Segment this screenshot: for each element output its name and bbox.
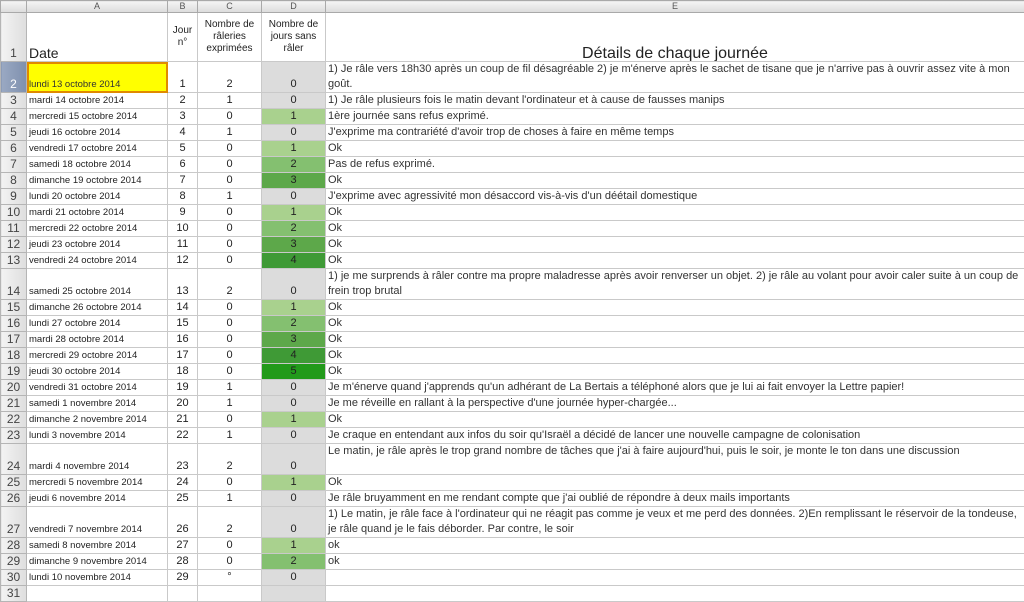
table-row bbox=[1, 189, 1024, 205]
jours-sans-cell[interactable]: 0 bbox=[262, 507, 326, 538]
jour-cell[interactable]: 3 bbox=[168, 109, 198, 125]
date-cell[interactable]: lundi 10 novembre 2014 bbox=[27, 570, 168, 586]
detail-cell[interactable]: ok bbox=[326, 554, 1024, 570]
raleries-cell[interactable]: 0 bbox=[198, 253, 262, 269]
detail-cell[interactable] bbox=[326, 586, 1024, 602]
jours-sans-cell[interactable]: 0 bbox=[262, 125, 326, 141]
detail-cell[interactable]: Ok bbox=[326, 205, 1024, 221]
table-row bbox=[1, 444, 1024, 475]
row-header[interactable]: 5 bbox=[1, 125, 27, 141]
row-header[interactable]: 1 bbox=[1, 13, 27, 62]
row-header[interactable]: 15 bbox=[1, 300, 27, 316]
date-cell[interactable]: lundi 3 novembre 2014 bbox=[27, 428, 168, 444]
jour-cell[interactable]: 2 bbox=[168, 93, 198, 109]
jour-cell[interactable]: 1 bbox=[168, 62, 198, 93]
date-cell[interactable]: mercredi 22 octobre 2014 bbox=[27, 221, 168, 237]
jours-sans-cell[interactable]: 5 bbox=[262, 364, 326, 380]
detail-cell[interactable]: Je craque en entendant aux infos du soir qu'Israël a décidé de lancer une nouvelle campagne de colonisation bbox=[326, 428, 1024, 444]
detail-cell[interactable]: 1) je me surprends à râler contre ma propre maladresse après avoir renverser un objet. 2) je râle au volant pour avoir caler suite à un coup de frein trop brutal bbox=[326, 269, 1024, 300]
jour-cell[interactable]: 5 bbox=[168, 141, 198, 157]
table-row bbox=[1, 109, 1024, 125]
detail-cell[interactable]: 1) Je râle plusieurs fois le matin devant l'ordinateur et à cause de fausses manips bbox=[326, 93, 1024, 109]
jours-sans-cell[interactable]: 2 bbox=[262, 554, 326, 570]
row-header[interactable]: 30 bbox=[1, 570, 27, 586]
date-cell[interactable]: samedi 18 octobre 2014 bbox=[27, 157, 168, 173]
column-header-e[interactable]: E bbox=[326, 1, 1024, 13]
table-row bbox=[1, 253, 1024, 269]
table-row bbox=[1, 380, 1024, 396]
raleries-cell[interactable]: 0 bbox=[198, 109, 262, 125]
raleries-cell[interactable]: 2 bbox=[198, 507, 262, 538]
date-cell[interactable]: dimanche 2 novembre 2014 bbox=[27, 412, 168, 428]
jour-cell[interactable]: 22 bbox=[168, 428, 198, 444]
header-row bbox=[1, 13, 1024, 62]
header-details[interactable]: Détails de chaque journée bbox=[326, 13, 1024, 62]
row-header[interactable]: 11 bbox=[1, 221, 27, 237]
raleries-cell[interactable]: 2 bbox=[198, 269, 262, 300]
jour-cell[interactable]: 17 bbox=[168, 348, 198, 364]
jours-sans-cell[interactable]: 0 bbox=[262, 380, 326, 396]
column-header-c[interactable]: C bbox=[198, 1, 262, 13]
table-row bbox=[1, 269, 1024, 300]
row-header[interactable]: 6 bbox=[1, 141, 27, 157]
detail-cell[interactable]: Ok bbox=[326, 412, 1024, 428]
date-cell[interactable]: vendredi 31 octobre 2014 bbox=[27, 380, 168, 396]
jours-sans-cell[interactable]: 0 bbox=[262, 444, 326, 475]
jour-cell[interactable]: 18 bbox=[168, 364, 198, 380]
raleries-cell[interactable]: 1 bbox=[198, 428, 262, 444]
detail-cell[interactable]: Je m'énerve quand j'apprends qu'un adhérant de La Bertais a téléphoné alors que je lui ai fait envoyer la Lettre papier! bbox=[326, 380, 1024, 396]
jour-cell[interactable]: 21 bbox=[168, 412, 198, 428]
detail-cell[interactable]: J'exprime ma contrariété d'avoir trop de choses à faire en même temps bbox=[326, 125, 1024, 141]
row-header[interactable]: 24 bbox=[1, 444, 27, 475]
row-header[interactable]: 7 bbox=[1, 157, 27, 173]
date-cell[interactable]: dimanche 26 octobre 2014 bbox=[27, 300, 168, 316]
raleries-cell[interactable]: 0 bbox=[198, 205, 262, 221]
date-cell[interactable]: mardi 14 octobre 2014 bbox=[27, 93, 168, 109]
row-header[interactable]: 8 bbox=[1, 173, 27, 189]
date-cell[interactable]: mardi 21 octobre 2014 bbox=[27, 205, 168, 221]
jours-sans-cell[interactable]: 3 bbox=[262, 173, 326, 189]
date-cell[interactable]: vendredi 24 octobre 2014 bbox=[27, 253, 168, 269]
row-header[interactable]: 28 bbox=[1, 538, 27, 554]
row-header[interactable]: 25 bbox=[1, 475, 27, 491]
jour-cell[interactable]: 8 bbox=[168, 189, 198, 205]
jour-cell[interactable]: 27 bbox=[168, 538, 198, 554]
jours-sans-cell[interactable]: 0 bbox=[262, 189, 326, 205]
jours-sans-cell[interactable]: 0 bbox=[262, 62, 326, 93]
table-row bbox=[1, 538, 1024, 554]
jours-sans-cell[interactable]: 1 bbox=[262, 538, 326, 554]
row-header[interactable]: 29 bbox=[1, 554, 27, 570]
date-cell[interactable]: lundi 20 octobre 2014 bbox=[27, 189, 168, 205]
detail-cell[interactable]: Ok bbox=[326, 221, 1024, 237]
column-header-a[interactable]: A bbox=[27, 1, 168, 13]
jours-sans-cell[interactable]: 3 bbox=[262, 237, 326, 253]
detail-cell[interactable] bbox=[326, 570, 1024, 586]
jour-cell[interactable]: 19 bbox=[168, 380, 198, 396]
jours-sans-cell[interactable]: 2 bbox=[262, 221, 326, 237]
jour-cell[interactable]: 15 bbox=[168, 316, 198, 332]
detail-cell[interactable]: Ok bbox=[326, 475, 1024, 491]
jours-sans-cell[interactable]: 1 bbox=[262, 205, 326, 221]
row-header[interactable]: 12 bbox=[1, 237, 27, 253]
jour-cell[interactable]: 13 bbox=[168, 269, 198, 300]
row-header[interactable]: 4 bbox=[1, 109, 27, 125]
table-row bbox=[1, 396, 1024, 412]
jour-cell[interactable]: 6 bbox=[168, 157, 198, 173]
table-row bbox=[1, 554, 1024, 570]
raleries-cell[interactable]: 0 bbox=[198, 348, 262, 364]
detail-cell[interactable]: 1) Je râle vers 18h30 après un coup de fil désagréable 2) je m'énerve après le sachet de tisane que je n'arrive pas à ouvrir assez vite à mon goût. bbox=[326, 62, 1024, 93]
date-cell[interactable]: mercredi 15 octobre 2014 bbox=[27, 109, 168, 125]
date-cell[interactable]: jeudi 23 octobre 2014 bbox=[27, 237, 168, 253]
date-cell[interactable]: mardi 28 octobre 2014 bbox=[27, 332, 168, 348]
table-row bbox=[1, 93, 1024, 109]
row-header[interactable]: 20 bbox=[1, 380, 27, 396]
jour-cell[interactable]: 25 bbox=[168, 491, 198, 507]
date-cell[interactable]: vendredi 17 octobre 2014 bbox=[27, 141, 168, 157]
jours-sans-cell[interactable]: 0 bbox=[262, 396, 326, 412]
jour-cell[interactable]: 12 bbox=[168, 253, 198, 269]
detail-cell[interactable]: 1ère journée sans refus exprimé. bbox=[326, 109, 1024, 125]
jour-cell[interactable]: 16 bbox=[168, 332, 198, 348]
row-header[interactable]: 17 bbox=[1, 332, 27, 348]
detail-cell[interactable]: Ok bbox=[326, 173, 1024, 189]
raleries-cell[interactable] bbox=[198, 586, 262, 602]
detail-cell[interactable]: Je râle bruyamment en me rendant compte que j'ai oublié de répondre à deux mails importants bbox=[326, 491, 1024, 507]
row-header[interactable]: 13 bbox=[1, 253, 27, 269]
detail-cell[interactable]: Ok bbox=[326, 364, 1024, 380]
table-row bbox=[1, 237, 1024, 253]
jours-sans-cell[interactable]: 4 bbox=[262, 348, 326, 364]
detail-cell[interactable]: Le matin, je râle après le trop grand nombre de tâches que j'ai à faire aujourd'hui, puis le soir, je monte le ton dans une discussion bbox=[326, 444, 1024, 475]
table-row bbox=[1, 586, 1024, 602]
table-row bbox=[1, 300, 1024, 316]
row-header[interactable]: 22 bbox=[1, 412, 27, 428]
table-row bbox=[1, 507, 1024, 538]
raleries-cell[interactable]: 0 bbox=[198, 237, 262, 253]
header-jour[interactable]: Jour n° bbox=[168, 13, 198, 62]
jours-sans-cell[interactable]: 0 bbox=[262, 93, 326, 109]
jour-cell[interactable]: 10 bbox=[168, 221, 198, 237]
raleries-cell[interactable]: 1 bbox=[198, 396, 262, 412]
raleries-cell[interactable]: 1 bbox=[198, 189, 262, 205]
jours-sans-cell[interactable]: 1 bbox=[262, 412, 326, 428]
raleries-cell[interactable]: 1 bbox=[198, 93, 262, 109]
table-row bbox=[1, 428, 1024, 444]
table-row bbox=[1, 570, 1024, 586]
raleries-cell[interactable]: 1 bbox=[198, 380, 262, 396]
date-cell[interactable]: mercredi 29 octobre 2014 bbox=[27, 348, 168, 364]
jours-sans-cell[interactable]: 0 bbox=[262, 491, 326, 507]
jour-cell[interactable]: 14 bbox=[168, 300, 198, 316]
jour-cell[interactable]: 4 bbox=[168, 125, 198, 141]
jours-sans-cell[interactable]: 4 bbox=[262, 253, 326, 269]
jours-sans-cell[interactable]: 2 bbox=[262, 157, 326, 173]
date-cell[interactable]: lundi 27 octobre 2014 bbox=[27, 316, 168, 332]
date-cell[interactable]: vendredi 7 novembre 2014 bbox=[27, 507, 168, 538]
raleries-cell[interactable]: 0 bbox=[198, 412, 262, 428]
jours-sans-cell[interactable]: 1 bbox=[262, 475, 326, 491]
jour-cell[interactable]: 24 bbox=[168, 475, 198, 491]
row-header[interactable]: 16 bbox=[1, 316, 27, 332]
column-header-b[interactable]: B bbox=[168, 1, 198, 13]
table-row bbox=[1, 62, 1024, 93]
row-header[interactable]: 10 bbox=[1, 205, 27, 221]
jour-cell[interactable]: 28 bbox=[168, 554, 198, 570]
table-row bbox=[1, 221, 1024, 237]
raleries-cell[interactable]: 0 bbox=[198, 141, 262, 157]
jours-sans-cell[interactable]: 0 bbox=[262, 428, 326, 444]
table-row bbox=[1, 141, 1024, 157]
date-cell[interactable]: samedi 8 novembre 2014 bbox=[27, 538, 168, 554]
detail-cell[interactable]: ok bbox=[326, 538, 1024, 554]
table-row bbox=[1, 316, 1024, 332]
table-row bbox=[1, 412, 1024, 428]
column-header-d[interactable]: D bbox=[262, 1, 326, 13]
raleries-cell[interactable]: 0 bbox=[198, 157, 262, 173]
jour-cell[interactable]: 7 bbox=[168, 173, 198, 189]
date-cell[interactable]: jeudi 16 octobre 2014 bbox=[27, 125, 168, 141]
date-cell[interactable]: samedi 1 novembre 2014 bbox=[27, 396, 168, 412]
raleries-cell[interactable]: 0 bbox=[198, 316, 262, 332]
raleries-cell[interactable]: 0 bbox=[198, 173, 262, 189]
table-row bbox=[1, 475, 1024, 491]
detail-cell[interactable]: Pas de refus exprimé. bbox=[326, 157, 1024, 173]
date-cell[interactable]: dimanche 19 octobre 2014 bbox=[27, 173, 168, 189]
row-header[interactable]: 26 bbox=[1, 491, 27, 507]
detail-cell[interactable]: Ok bbox=[326, 300, 1024, 316]
row-header[interactable]: 18 bbox=[1, 348, 27, 364]
raleries-cell[interactable]: 0 bbox=[198, 364, 262, 380]
detail-cell[interactable]: Ok bbox=[326, 141, 1024, 157]
raleries-cell[interactable]: ° bbox=[198, 570, 262, 586]
row-header[interactable]: 14 bbox=[1, 269, 27, 300]
jour-cell[interactable]: 20 bbox=[168, 396, 198, 412]
jours-sans-cell[interactable]: 1 bbox=[262, 300, 326, 316]
column-header-row bbox=[1, 1, 1024, 13]
table-row bbox=[1, 348, 1024, 364]
header-date[interactable]: Date bbox=[27, 13, 168, 62]
raleries-cell[interactable]: 0 bbox=[198, 554, 262, 570]
raleries-cell[interactable]: 0 bbox=[198, 221, 262, 237]
jour-cell[interactable]: 9 bbox=[168, 205, 198, 221]
detail-cell[interactable]: Ok bbox=[326, 237, 1024, 253]
raleries-cell[interactable]: 0 bbox=[198, 475, 262, 491]
jour-cell[interactable] bbox=[168, 586, 198, 602]
table-row bbox=[1, 125, 1024, 141]
raleries-cell[interactable]: 0 bbox=[198, 538, 262, 554]
header-jours-sans[interactable]: Nombre de jours sans râler bbox=[262, 13, 326, 62]
detail-cell[interactable]: Ok bbox=[326, 332, 1024, 348]
jour-cell[interactable]: 29 bbox=[168, 570, 198, 586]
date-cell[interactable]: samedi 25 octobre 2014 bbox=[27, 269, 168, 300]
row-header[interactable]: 27 bbox=[1, 507, 27, 538]
jours-sans-cell[interactable]: 3 bbox=[262, 332, 326, 348]
date-cell[interactable]: lundi 13 octobre 2014 bbox=[27, 62, 168, 93]
raleries-cell[interactable]: 1 bbox=[198, 491, 262, 507]
table-row bbox=[1, 491, 1024, 507]
date-cell[interactable]: dimanche 9 novembre 2014 bbox=[27, 554, 168, 570]
date-cell[interactable] bbox=[27, 586, 168, 602]
select-all-corner[interactable] bbox=[1, 1, 27, 13]
table-row bbox=[1, 205, 1024, 221]
row-header[interactable]: 9 bbox=[1, 189, 27, 205]
detail-cell[interactable]: Je me réveille en rallant à la perspective d'une journée hyper-chargée... bbox=[326, 396, 1024, 412]
raleries-cell[interactable]: 0 bbox=[198, 300, 262, 316]
date-cell[interactable]: mardi 4 novembre 2014 bbox=[27, 444, 168, 475]
jours-sans-cell[interactable] bbox=[262, 586, 326, 602]
table-row bbox=[1, 332, 1024, 348]
table-row bbox=[1, 157, 1024, 173]
raleries-cell[interactable]: 0 bbox=[198, 332, 262, 348]
jour-cell[interactable]: 11 bbox=[168, 237, 198, 253]
jours-sans-cell[interactable]: 1 bbox=[262, 141, 326, 157]
jours-sans-cell[interactable]: 0 bbox=[262, 269, 326, 300]
jours-sans-cell[interactable]: 2 bbox=[262, 316, 326, 332]
table-row bbox=[1, 364, 1024, 380]
jours-sans-cell[interactable]: 1 bbox=[262, 109, 326, 125]
jour-cell[interactable]: 23 bbox=[168, 444, 198, 475]
date-cell[interactable]: mercredi 5 novembre 2014 bbox=[27, 475, 168, 491]
row-header[interactable]: 3 bbox=[1, 93, 27, 109]
detail-cell[interactable]: Ok bbox=[326, 253, 1024, 269]
jours-sans-cell[interactable]: 0 bbox=[262, 570, 326, 586]
table-row bbox=[1, 173, 1024, 189]
row-header[interactable]: 2 bbox=[1, 62, 27, 93]
row-header[interactable]: 19 bbox=[1, 364, 27, 380]
raleries-cell[interactable]: 2 bbox=[198, 62, 262, 93]
raleries-cell[interactable]: 1 bbox=[198, 125, 262, 141]
date-cell[interactable]: jeudi 30 octobre 2014 bbox=[27, 364, 168, 380]
row-header[interactable]: 31 bbox=[1, 586, 27, 602]
header-raleries[interactable]: Nombre de râleries exprimées bbox=[198, 13, 262, 62]
date-cell[interactable]: jeudi 6 novembre 2014 bbox=[27, 491, 168, 507]
raleries-cell[interactable]: 2 bbox=[198, 444, 262, 475]
detail-cell[interactable]: Ok bbox=[326, 348, 1024, 364]
jour-cell[interactable]: 26 bbox=[168, 507, 198, 538]
row-header[interactable]: 23 bbox=[1, 428, 27, 444]
row-header[interactable]: 21 bbox=[1, 396, 27, 412]
detail-cell[interactable]: Ok bbox=[326, 316, 1024, 332]
detail-cell[interactable]: 1) Le matin, je râle face à l'ordinateur qui ne réagit pas comme je veux et me perd des données. 2)En remplissant le réservoir de la tondeuse, je râle quand je le fais déborder. Par contre, le soir bbox=[326, 507, 1024, 538]
detail-cell[interactable]: J'exprime avec agressivité mon désaccord vis-à-vis d'un déétail domestique bbox=[326, 189, 1024, 205]
